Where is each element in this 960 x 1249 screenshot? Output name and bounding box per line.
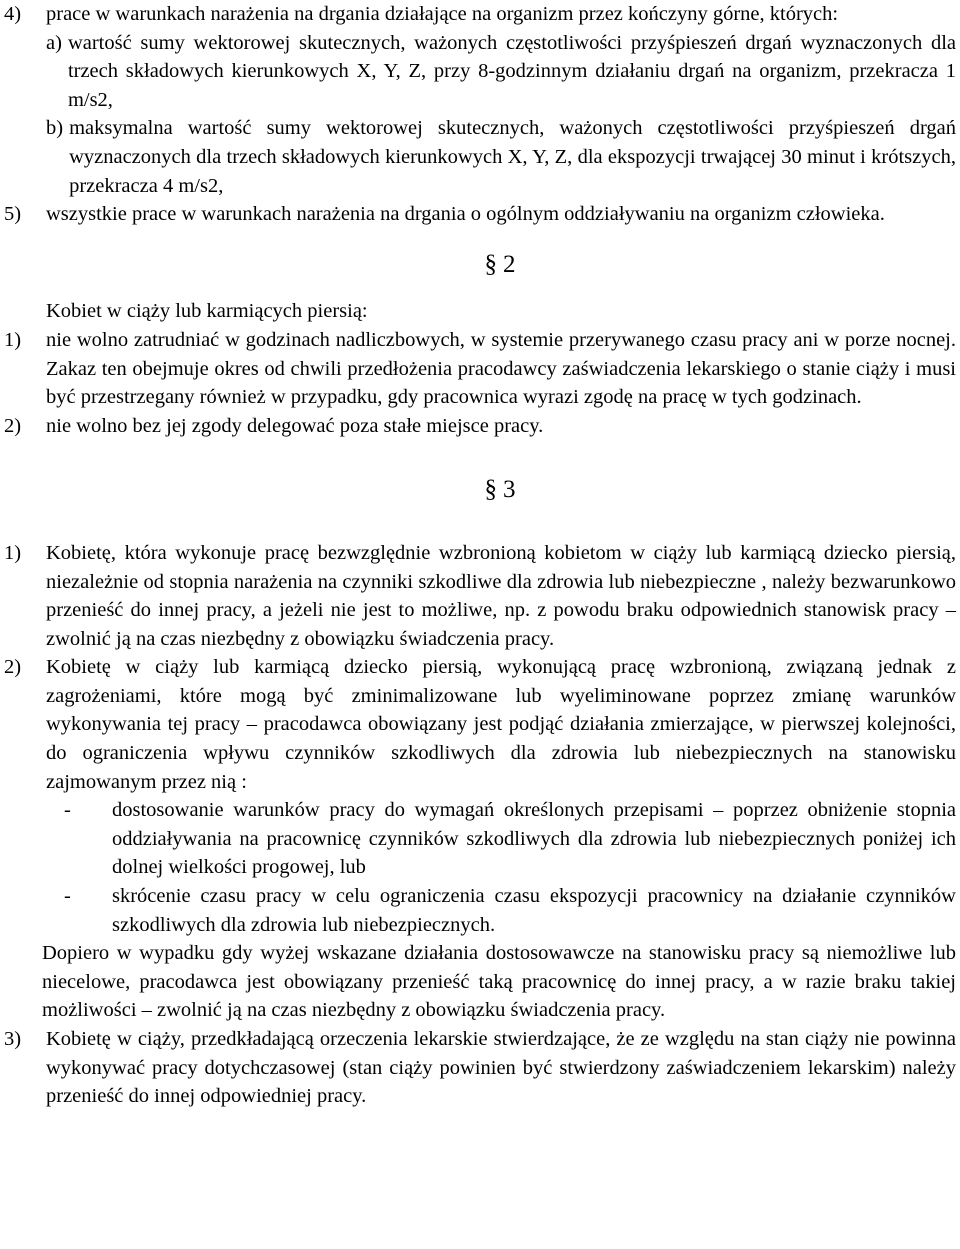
follow-up-paragraph: Dopiero w wypadku gdy wyżej wskazane działania dostosowawcze na stanowisku pracy są niemożliwe lub niecelowe, pracodawca jest obowiązany przenieść taką pracownicę do innej pracy, a w razie braku takiej możliwości – zwolnić ją na czas niezbędny z obowiązku świadczenia pracy. bbox=[42, 942, 956, 1022]
dash-item-2 bbox=[0, 882, 960, 939]
dash-text: skrócenie czasu pracy w celu ograniczenia czasu ekspozycji pracownicy na działanie czynników szkodliwych dla zdrowia lub niebezpiecznych. bbox=[112, 885, 956, 936]
list-item-number: 1) bbox=[4, 328, 22, 351]
sub-item-a bbox=[0, 29, 960, 115]
section2-item-1 bbox=[0, 326, 960, 412]
list-item-5 bbox=[0, 200, 960, 229]
sub-item-text: maksymalna wartość sumy wektorowej skutecznych, ważonych częstotliwości przyśpieszeń drgań wyznaczonych dla trzech składowych kierunkowych X, Y, Z, dla ekspozycji trwającej 30 minut i krótszych, przekracza 4 m/s2, bbox=[69, 117, 956, 197]
section3-item-3 bbox=[0, 1025, 960, 1111]
sub-item-label: b) bbox=[46, 117, 64, 140]
section-symbol: § bbox=[484, 476, 497, 504]
list-item-number: 1) bbox=[4, 541, 22, 564]
list-item-text: prace w warunkach narażenia na drgania działające na organizm przez kończyny górne, których: bbox=[46, 3, 839, 25]
dash-text: dostosowanie warunków pracy do wymagań określonych przepisami – poprzez obniżenie stopnia oddziaływania na pracownicę czynników szkodliwych dla zdrowia lub niebezpiecznych poniżej ich dolnej wielkości progowej, lub bbox=[112, 799, 956, 879]
section3-item-2 bbox=[0, 653, 960, 796]
list-item-number: 2) bbox=[4, 656, 22, 679]
dash-label: - bbox=[64, 885, 71, 908]
section3-item-1 bbox=[0, 539, 960, 653]
sub-item-b bbox=[0, 114, 960, 200]
list-item-number: 5) bbox=[4, 203, 22, 226]
list-item-text: Kobietę w ciąży lub karmiącą dziecko piersią, wykonującą pracę wzbronioną, związaną jednak z zagrożeniami, które mogą być zminimalizowane lub wyeliminowane poprzez zmianę warunków wykonywania tej pracy – pracodawca obowiązany jest podjąć działania zmierzające, w pierwszej kolejności, do ograniczenia wpływu czynników szkodliwych dla zdrowia lub niebezpiecznych na stanowisku zajmowanym przez nią : bbox=[46, 656, 956, 793]
list-item-number: 4) bbox=[4, 3, 22, 25]
section-heading-2 bbox=[0, 251, 960, 280]
list-item-text: nie wolno bez jej zgody delegować poza stałe miejsce pracy. bbox=[46, 414, 544, 437]
list-item-text: wszystkie prace w warunkach narażenia na drgania o ogólnym oddziaływaniu na organizm człowieka. bbox=[46, 203, 885, 226]
sub-item-text: wartość sumy wektorowej skutecznych, ważonych częstotliwości przyśpieszeń drgań wyznaczonych dla trzech składowych kierunkowych X, Y, Z, przy 8-godzinnym działaniu drgań na organizm, przekracza 1 m/s2, bbox=[67, 31, 956, 111]
section-heading-3 bbox=[0, 476, 960, 505]
section-intro: Kobiet w ciąży lub karmiących piersią: bbox=[46, 300, 368, 323]
list-item-4 bbox=[0, 0, 960, 29]
list-item-text: Kobietę, która wykonuje pracę bezwzględnie wzbronioną kobietom w ciąży lub karmiącą dziecko piersią, niezależnie od stopnia narażenia na czynniki szkodliwe dla zdrowia lub niebezpieczne , należy bezwarunkowo przenieść do innej pracy, a jeżeli nie jest to możliwe, np. z powodu braku odpowiednich stanowisk pracy – zwolnić ją na czas niezbędny z obowiązku świadczenia pracy. bbox=[46, 541, 956, 650]
list-item-number: 2) bbox=[4, 414, 22, 437]
section-symbol: § bbox=[484, 250, 497, 278]
list-item-text: nie wolno zatrudniać w godzinach nadliczbowych, w systemie przerywanego czasu pracy ani w porze nocnej. Zakaz ten obejmuje okres od chwili przedłożenia pracodawcy zaświadczenia lekarskiego o stanie ciąży i musi być przestrzegany również w przypadku, gdy pracownica wyrazi zgodę na pracę w tych godzinach. bbox=[46, 328, 956, 409]
dash-item-1 bbox=[0, 796, 960, 882]
section2-item-2 bbox=[0, 412, 960, 441]
list-item-number: 3) bbox=[4, 1028, 22, 1050]
dash-label: - bbox=[64, 799, 71, 822]
section-number: 2 bbox=[503, 250, 516, 278]
section-number: 3 bbox=[503, 476, 516, 504]
list-item-text: Kobietę w ciąży, przedkładającą orzeczenia lekarskie stwierdzające, że ze względu na stan ciąży nie powinna wykonywać pracy dotychczasowej (stan ciąży powinien być stwierdzony zaświadczeniem lekarskim) należy przenieść do innej odpowiedniej pracy. bbox=[46, 1028, 956, 1108]
sub-item-label: a) bbox=[46, 31, 62, 54]
